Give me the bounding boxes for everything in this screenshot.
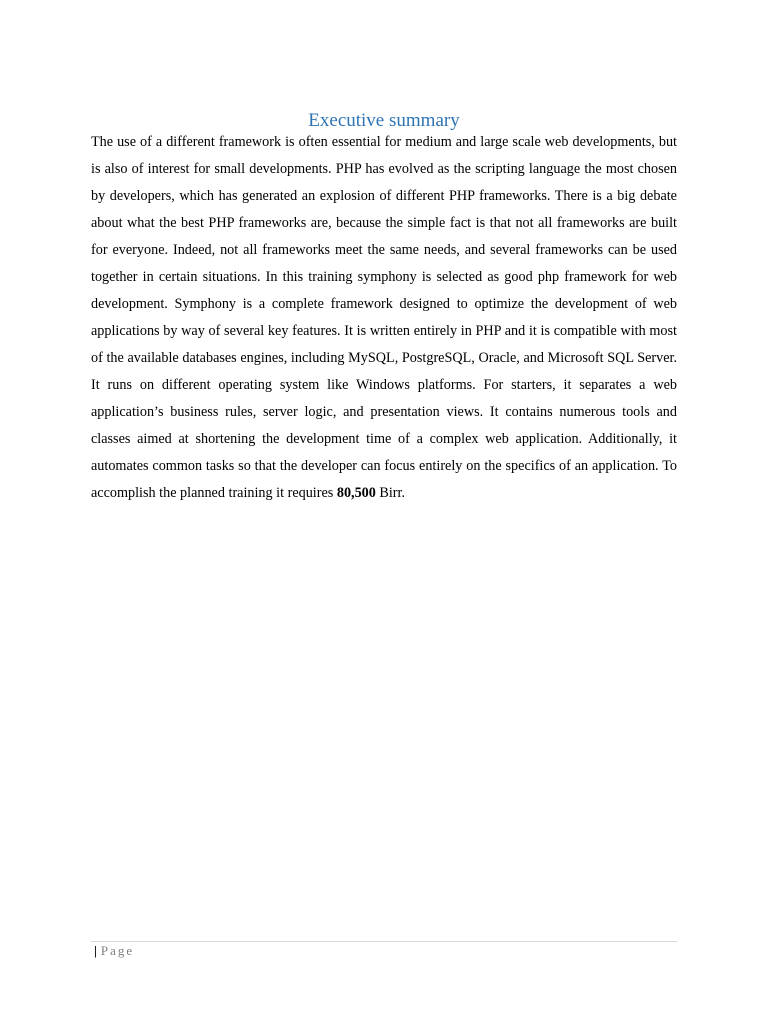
- footer-separator: |: [94, 943, 97, 958]
- currency-text: Birr.: [375, 485, 406, 501]
- footer-divider: [91, 941, 677, 942]
- executive-summary-paragraph: [91, 129, 677, 507]
- page-label: Page: [100, 943, 135, 958]
- page-footer: [94, 943, 134, 959]
- required-amount: 80,500: [336, 485, 376, 501]
- section-heading: Executive summary: [308, 110, 460, 131]
- paragraph-text: The use of a different framework is often essential for medium and large scale web developments, but is also of interest for small developments. PHP has evolved as the scripting language the most chosen by developers, which has generated an explosion of different PHP frameworks. There is a big debate about what the best PHP frameworks are, because the simple fact is that not all frameworks are built for everyone. Indeed, not all frameworks meet the same needs, and several frameworks can be used together in certain situations. In this training symphony is selected as good php framework for web development. Symphony is a complete framework designed to optimize the development of web applications by way of several key features. It is written entirely in PHP and it is compatible with most of the available databases engines, including MySQL, PostgreSQL, Oracle, and Microsoft SQL Server. It runs on different operating system like Windows platforms. For starters, it separates a web application’s business rules, server logic, and presentation views. It contains numerous tools and classes aimed at shortening the development time of a complex web application. Additionally, it automates common tasks so that the developer can focus entirely on the specifics of an application. To accomplish the planned training it requires: [91, 134, 677, 501]
